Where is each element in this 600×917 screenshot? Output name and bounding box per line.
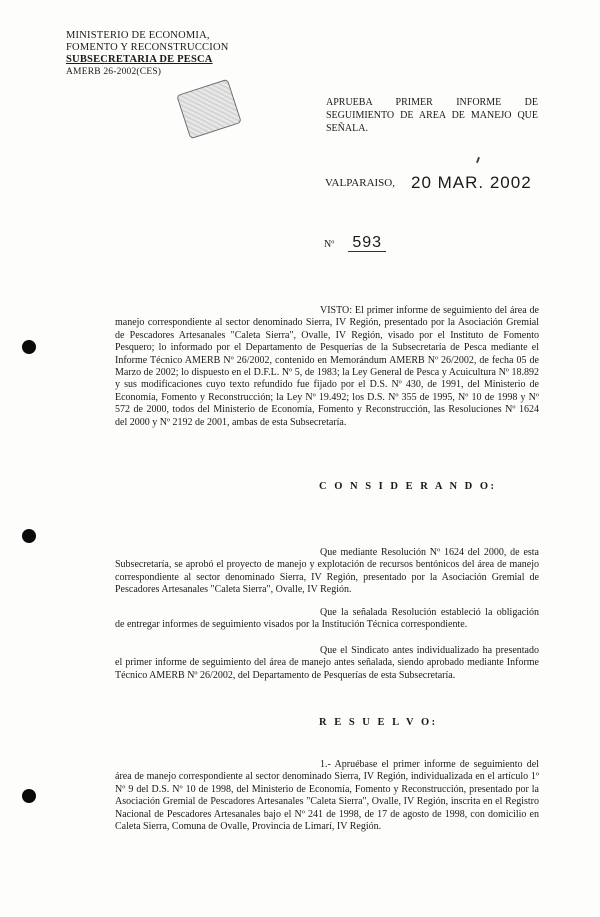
header-ministry-continued: FOMENTO Y RECONSTRUCCION [66,42,229,53]
header-subsecretaria: SUBSECRETARIA DE PESCA [66,54,213,65]
pen-mark [476,157,480,163]
punch-hole [22,789,36,803]
considerando-paragraph-2: Que la señalada Resolución estableció la obligación de entregar informes de seguimiento visados por la Institución Técnica correspondiente. [115,607,539,631]
header-ministry: MINISTERIO DE ECONOMIA, [66,30,210,41]
number-label: Nº [324,239,335,250]
header-reference: AMERB 26-2002(CES) [66,67,162,77]
document-subject: APRUEBA PRIMER INFORME DE SEGUIMIENTO DE AREA DE MANEJO QUE SEÑALA. [326,97,538,134]
resolution-number [324,234,386,252]
number-value: 593 [348,234,386,252]
considerando-paragraph-3: Que el Sindicato antes individualizado ha presentado el primer informe de seguimiento del área de manejo antes señalada, siendo aprobado mediante Informe Técnico AMERB Nº 26/2002, del Departamento de Pesquerías de esta Subsecretaría. [115,645,539,681]
punch-hole [22,529,36,543]
resuelvo-paragraph-1: 1.- Apruébase el primer informe de seguimiento del área de manejo correspondiente al sector denominado Sierra, IV Región, individualizada en el artículo 1º Nº 9 del D.S. Nº 10 de 1998, del Ministerio de Economía, Fomento y Reconstrucción, presentado por la Asociación Gremial de Pescadores Artesanales "Caleta Sierra", Ovalle, IV Región, inscrita en el Registro Nacional de Pescadores Artesanales bajo el Nº 241 de 1998, de 17 de agosto de 1998, con domicilio en Caleta Sierra, Comuna de Ovalle, Provincia de Limarí, IV Región. [115,759,539,833]
resuelvo-title: R E S U E L V O: [319,717,438,728]
visto-paragraph: VISTO: El primer informe de seguimiento del área de manejo correspondiente al sector denominado Sierra, IV Región, presentado por la Asociación Gremial de Pescadores Artesanales "Caleta Sierra", Ovalle, IV Región, visado por el Instituto de Fomento Pesquero; lo informado por el Departamento de Pesquerías de la Subsecretaría de Pesca mediante el Informe Técnico AMERB Nº 26/2002, contenido en Memorándum AMERB Nº 26/2002, de fecha 05 de Marzo de 2002; lo dispuesto en el D.F.L. Nº 5, de 1983; la Ley General de Pesca y Acuicultura Nº 18.892 y sus modificaciones cuyo texto refundido fue fijado por el D.S. Nº 430, de 1991, del Ministerio de Economía, Fomento y Reconstrucción; la Ley Nº 19.492; los D.S. Nº 355 de 1995, Nº 10 de 1998 y Nº 572 de 2000, todos del Ministerio de Economía, Fomento y Reconstrucción, las Resoluciones Nº 1624 del 2000 y Nº 2192 de 2001, ambas de esta Subsecretaría. [115,305,539,428]
place: VALPARAISO, [325,177,395,189]
date-stamp: 20 MAR. 2002 [411,173,532,192]
punch-hole [22,340,36,354]
office-stamp [176,79,242,139]
place-date [325,171,532,191]
considerando-paragraph-1: Que mediante Resolución Nº 1624 del 2000, de esta Subsecretaría, se aprobó el proyecto de manejo y explotación de recursos bentónicos del área de manejo correspondiente al sector denominado Sierra, IV Región, presentado por la Asociación Gremial de Pescadores Artesanales "Caleta Sierra", Ovalle, IV Región. [115,547,539,596]
considerando-title: C O N S I D E R A N D O: [319,481,497,492]
